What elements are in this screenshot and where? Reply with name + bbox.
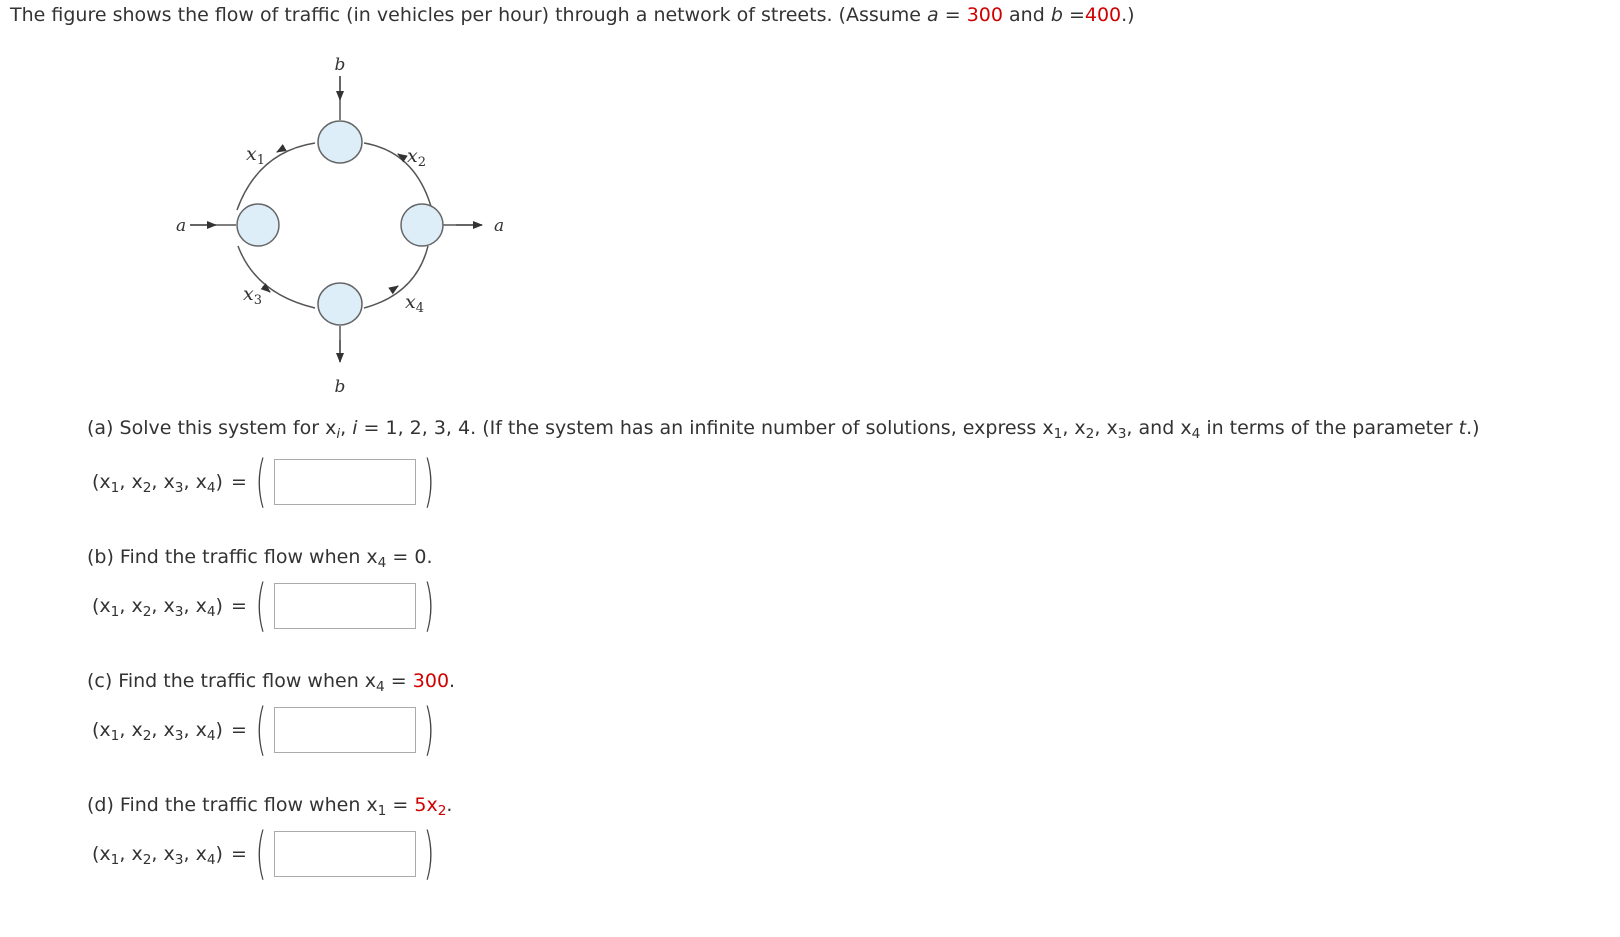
b-equals: = <box>1068 4 1085 26</box>
arrow-x4-icon <box>392 286 398 290</box>
part-c-answer-input[interactable] <box>274 707 416 753</box>
part-d-question: (d) Find the traffic flow when $x_1 = 5x_2$. <box>87 794 453 820</box>
paren-open: ( <box>255 449 267 514</box>
a-equals: = <box>944 4 961 26</box>
label-x3: $x_3$ <box>243 283 262 308</box>
tuple-label: ($x_1$, $x_2$, $x_3$, $x_4$) <box>92 719 223 745</box>
node-bottom <box>318 283 362 325</box>
a-value: 300 <box>966 4 1003 26</box>
paren-close: ) <box>423 821 435 886</box>
paren-open: ( <box>255 697 267 762</box>
part-d-answer-row: ($x_1$, $x_2$, $x_3$, $x_4$) = ( ) <box>92 821 435 886</box>
paren-open: ( <box>255 573 267 638</box>
label-x2: $x_2$ <box>407 145 426 170</box>
label-b-bottom: b <box>334 377 346 397</box>
label-a-right: a <box>494 216 505 236</box>
arrow-x1-icon <box>277 148 284 152</box>
a-variable: a <box>927 4 939 26</box>
part-d-answer-input[interactable] <box>274 831 416 877</box>
part-a-question: (a) Solve this system for $x_i$, i = 1, 2, 3, 4. (If the system has an infinite number of solutions, express $x_1$, $x_2$, $x_3$, and $x_4$ in terms of the parameter t.) <box>87 417 1480 443</box>
street-x2 <box>364 143 432 210</box>
part-b-answer-input[interactable] <box>274 583 416 629</box>
part-c-answer-row: ($x_1$, $x_2$, $x_3$, $x_4$) = ( ) <box>92 697 435 762</box>
traffic-network-figure <box>160 48 540 408</box>
node-left <box>237 204 279 246</box>
paren-close: ) <box>423 697 435 762</box>
street-x4 <box>364 246 428 308</box>
node-top <box>318 121 362 163</box>
b-variable: b <box>1050 4 1063 26</box>
tuple-label: ($x_1$, $x_2$, $x_3$, $x_4$) <box>92 471 223 497</box>
node-right <box>401 204 443 246</box>
paren-open: ( <box>255 821 267 886</box>
b-value: 400 <box>1084 4 1122 26</box>
part-a-answer-input[interactable] <box>274 459 416 505</box>
part-b-answer-row: ($x_1$, $x_2$, $x_3$, $x_4$) = ( ) <box>92 573 435 638</box>
tuple-label: ($x_1$, $x_2$, $x_3$, $x_4$) <box>92 843 223 869</box>
part-a-answer-row: ($x_1$, $x_2$, $x_3$, $x_4$) = ( ) <box>92 449 435 514</box>
intro-close: .) <box>1121 4 1135 26</box>
label-a-left: a <box>176 216 187 236</box>
label-x4: $x_4$ <box>405 291 424 316</box>
label-x1: $x_1$ <box>246 143 265 168</box>
part-c-question: (c) Find the traffic flow when $x_4 = 300$. <box>87 670 456 696</box>
problem-intro <box>10 4 1135 26</box>
paren-close: ) <box>423 573 435 638</box>
and-word: and <box>1009 4 1045 26</box>
tuple-label: ($x_1$, $x_2$, $x_3$, $x_4$) <box>92 595 223 621</box>
label-b-top: b <box>334 55 346 75</box>
intro-text: The figure shows the flow of traffic (in vehicles per hour) through a network of streets. (Assume <box>10 4 921 26</box>
paren-close: ) <box>423 449 435 514</box>
part-b-question: (b) Find the traffic flow when $x_4 = 0$. <box>87 546 433 572</box>
